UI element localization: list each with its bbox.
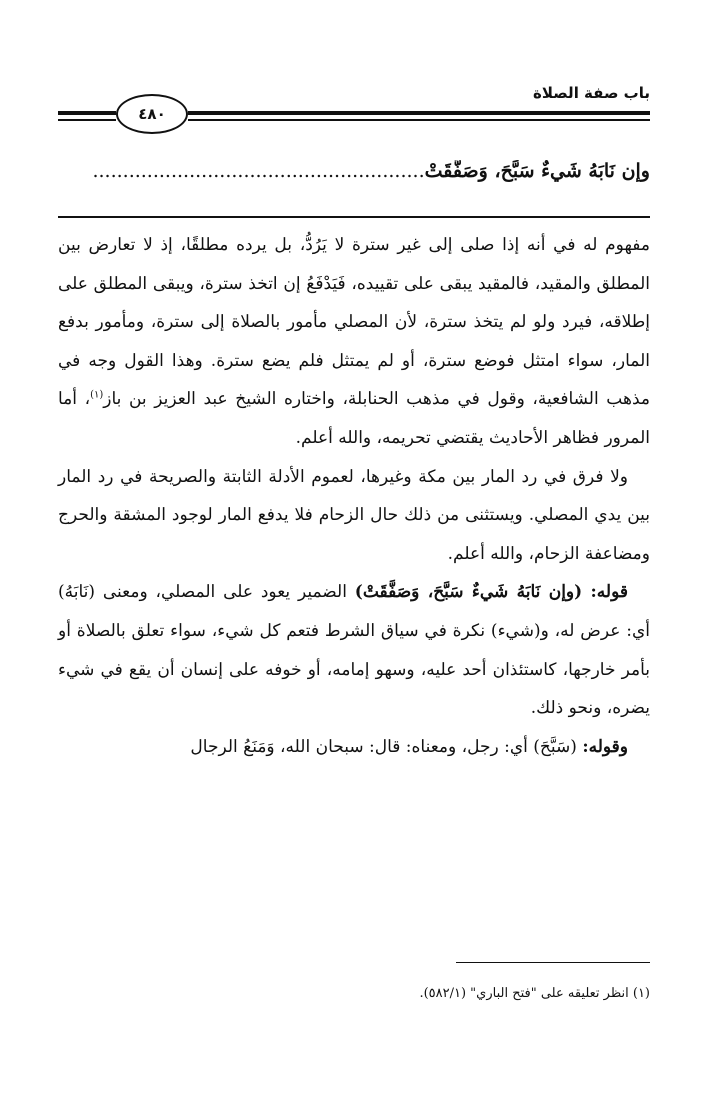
paragraph-4-lead: وقوله:	[582, 736, 628, 757]
paragraph-1	[58, 226, 650, 458]
paragraph-2: ولا فرق في رد المار بين مكة وغيرها، لعموم الأدلة الثابتة والصريحة في رد المار بين يدي المصلي. ويستثنى من ذلك حال الزحام فلا يدفع المار لوجود المشقة والحرج ومضاعفة الزحام، والله أعلم.	[58, 466, 650, 564]
footnote-ref-1: (١)	[90, 389, 104, 401]
matn-subject-text: وإن نَابَهُ شَيءٌ سَبَّحَ، وَصَفَّقَتْ	[424, 160, 650, 182]
header-rule-left-thin	[58, 119, 116, 121]
paragraph-4	[58, 728, 650, 767]
paragraph-4-text: (سَبَّحَ) أي: رجل، ومعناه: قال: سبحان الله، وَمَنَعُ الرجال	[190, 736, 583, 757]
page-number: ٤٨٠	[116, 94, 188, 134]
paragraph-3-lead: قوله: (وإن نَابَهُ شَيءٌ سَبَّحَ، وَصَفَّقَتْ)	[354, 582, 629, 603]
paragraph-3-text: الضمير يعود على المصلي، ومعنى (نَابَهُ) أي: عرض له، و(شيء) نكرة في سياق الشرط فتعم كل شيء، سواء تعلق بالصلاة أو بأمر خارجها، كاستئذان أحد عليه، وسهو إمامه، أو خوفه على إنسان أن يقع في شيء يضره، ونحو ذلك.	[58, 582, 650, 719]
header-rule-right-thin	[188, 119, 650, 121]
footnote-1: (١) انظر تعليقه على "فتح الباري" (٥٨٢/١).	[419, 986, 650, 1001]
header-rule-left	[58, 111, 116, 115]
footnote-rule	[456, 962, 650, 963]
header-rule-right	[188, 111, 650, 115]
paragraph-1-text-b: ، أما المرور فظاهر الأحاديث يقتضي تحريمه، والله أعلم.	[58, 389, 650, 448]
paragraph-3	[58, 573, 650, 727]
chapter-title: باب صفة الصلاة	[533, 84, 650, 102]
body-text	[58, 226, 650, 766]
matn-subject-dots: .......................................................	[92, 160, 425, 182]
paragraph-1-text-a: مفهوم له في أنه إذا صلى إلى غير سترة لا يَرُدُّ، بل يرده مطلقًا، إذ لا تعارض بين المطلق والمقيد، فالمقيد يبقى على تقييده، فَيَدْفَعُ إن اتخذ سترة، ويبقى المطلق على إطلاقه، فيرد ولو لم يتخذ سترة، لأن المصلي مأمور بالصلاة إلى سترة، ومأمور بدفع المار، سواء امتثل فوضع سترة، أو لم يمتثل فلم يضع سترة. وهذا القول وجه في مذهب الشافعية، وقول في مذهب الحنابلة، واختاره الشيخ عبد العزيز بن باز	[58, 235, 650, 410]
matn-separator	[58, 216, 650, 218]
matn-subject-line	[58, 160, 650, 182]
